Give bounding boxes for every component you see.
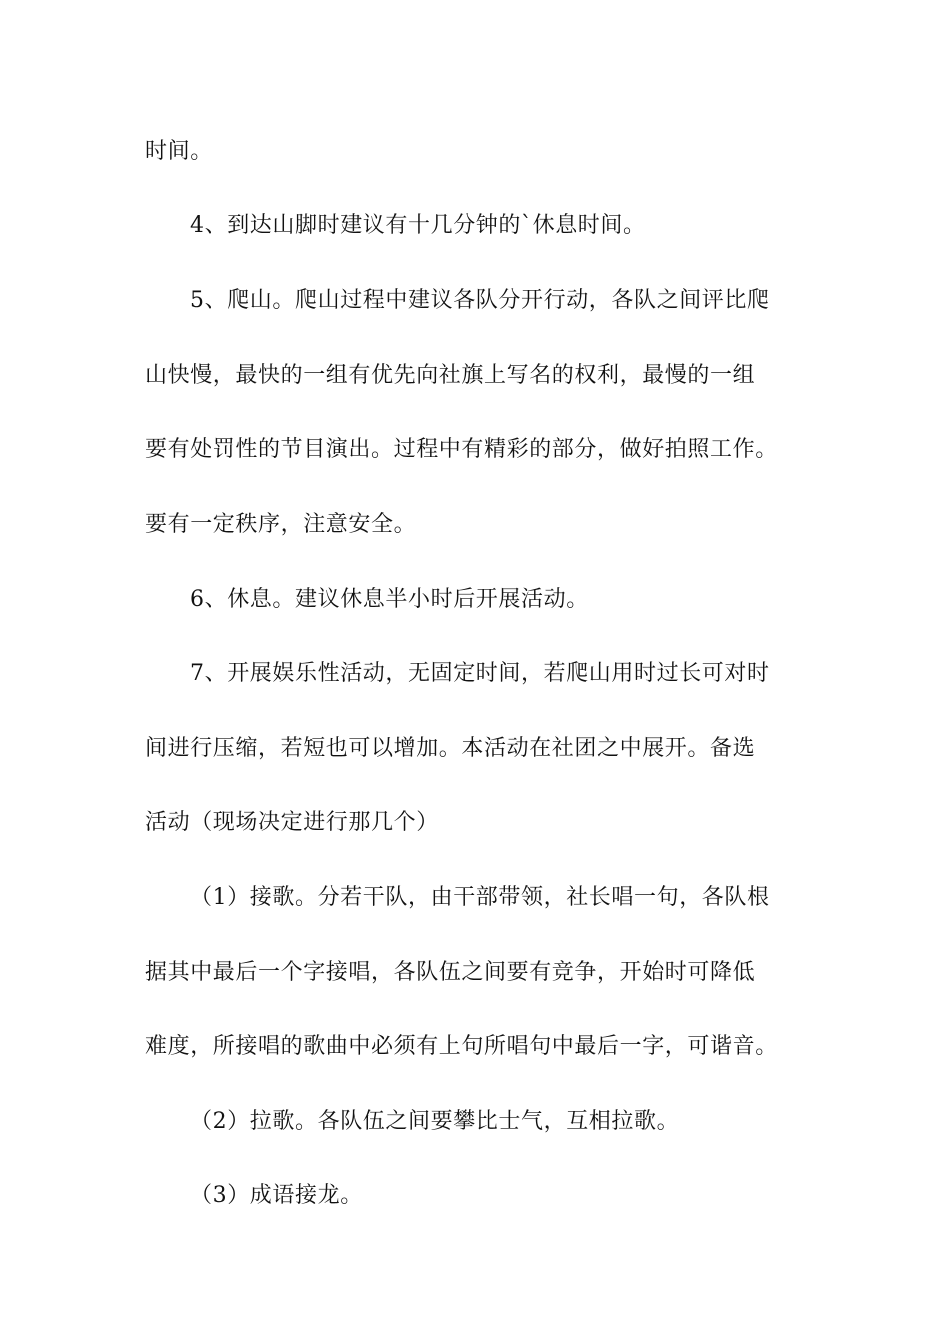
text-line: 据其中最后一个字接唱，各队伍之间要有竞争，开始时可降低 [145,960,756,985]
text-line: （3）成语接龙。 [190,1183,363,1208]
text-line: 难度，所接唱的歌曲中必须有上句所唱句中最后一字，可谐音。 [145,1034,778,1059]
text-line: 时间。 [145,139,213,164]
text-line: 要有一定秩序，注意安全。 [145,512,417,537]
text-line: 6、休息。建议休息半小时后开展活动。 [190,587,589,612]
text-line: 5、爬山。爬山过程中建议各队分开行动，各队之间评比爬 [190,288,770,313]
text-line: 间进行压缩，若短也可以增加。本活动在社团之中展开。备选 [145,736,756,761]
text-line: （1）接歌。分若干队，由干部带领，社长唱一句，各队根 [190,885,770,910]
text-line: 4、到达山脚时建议有十几分钟的`休息时间。 [190,213,646,238]
text-line: 活动（现场决定进行那几个） [145,810,439,835]
text-line: （2）拉歌。各队伍之间要攀比士气，互相拉歌。 [190,1109,680,1134]
text-line: 山快慢，最快的一组有优先向社旗上写名的权利，最慢的一组 [145,363,756,388]
text-line: 要有处罚性的节目演出。过程中有精彩的部分，做好拍照工作。 [145,437,778,462]
text-line: 7、开展娱乐性活动，无固定时间，若爬山用时过长可对时 [190,661,770,686]
